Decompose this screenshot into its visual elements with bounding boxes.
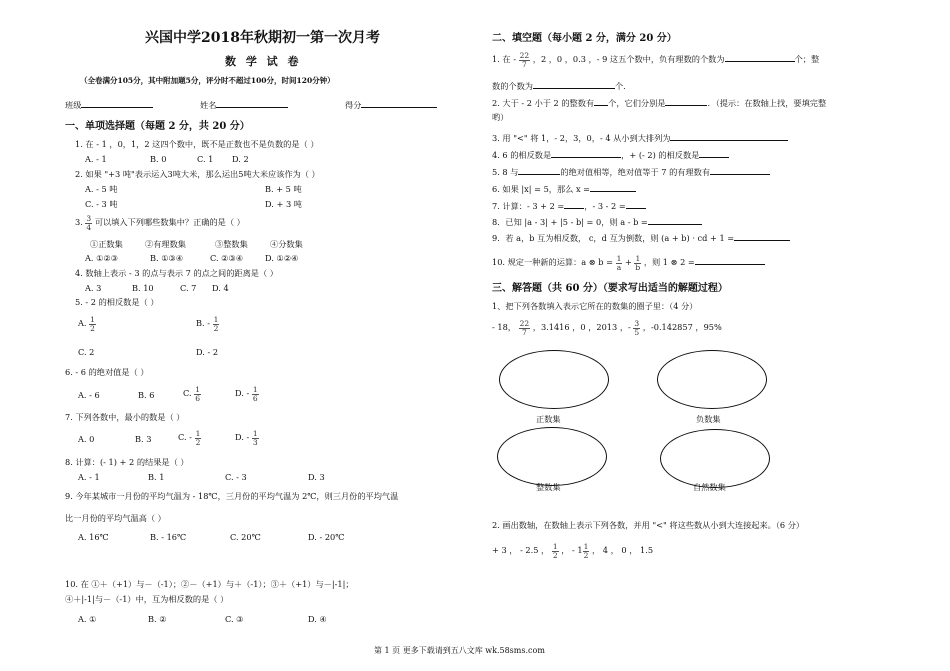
- s2-q2: 2. 大于 - 2 小于 2 的整数有 个，它们分别是 ．（提示：在数轴上找，要填完整: [492, 98, 827, 108]
- s2-q2-cont: 哟）: [492, 112, 509, 122]
- s1-q3-opt-b[interactable]: B. ①③④: [150, 253, 184, 263]
- s1-q1-opt-b[interactable]: B. 0: [150, 154, 167, 164]
- s1-q7-opt-b[interactable]: B. 3: [135, 434, 152, 444]
- s1-q4-opt-d[interactable]: D. 4: [212, 283, 229, 293]
- s1-q3-set-3: ③整数集: [215, 239, 248, 249]
- s3-q2: 2. 画出数轴，在数轴上表示下列各数，并用 "<" 将这些数从小到大连接起来。（6 分）: [492, 520, 805, 530]
- s2-q3: 3. 用 "<" 将 1，- 2，3，0，- 4 从小到大排列为: [492, 131, 788, 144]
- s1-q6-opt-b[interactable]: B. 6: [138, 390, 155, 400]
- s1-q2: 2. 如果 "+3 吨"表示运入3吨大米，那么运出5吨大米应该作为（ ）: [75, 169, 320, 179]
- s1-q10-cont: ④＋|-1|与－（-1）中，互为相反数的是（ ）: [65, 594, 229, 604]
- fraction-1-a: $\frac{1}{a}$: [616, 254, 622, 272]
- section3-heading: 三、解答题（共 60 分）（要求写出适当的解题过程）: [492, 283, 728, 294]
- integer-set-circle[interactable]: [497, 427, 607, 486]
- s2-q6-blank[interactable]: [590, 182, 636, 192]
- s1-q7-opt-c[interactable]: C. - $\frac{1}{2}$: [178, 429, 201, 447]
- s1-q4-opt-c[interactable]: C. 7: [180, 283, 197, 293]
- s1-q2-opt-c[interactable]: C. - 3 吨: [85, 199, 118, 209]
- fraction-1-2: $\frac{1}{2}$: [195, 429, 201, 447]
- s1-q2-opt-a[interactable]: A. - 5 吨: [85, 184, 118, 194]
- s1-q6-opt-d[interactable]: D. - $\frac{1}{6}$: [235, 385, 258, 403]
- s2-q7-blank-2[interactable]: [626, 199, 646, 209]
- s1-q2-opt-d[interactable]: D. + 3 吨: [265, 199, 302, 209]
- s1-q3-set-2: ②有理数集: [145, 239, 186, 249]
- s1-q7-opt-d[interactable]: D. - $\frac{1}{3}$: [235, 429, 258, 447]
- s1-q9-opt-c[interactable]: C. 20℃: [230, 532, 261, 542]
- score-label: 得分: [345, 100, 362, 110]
- s1-q8-opt-c[interactable]: C. - 3: [225, 472, 247, 482]
- s1-q3: 3. $\frac{3}{4}$ 可以填入下列哪些数集中？正确的是（ ）: [75, 214, 245, 232]
- negative-set-label: 负数集: [696, 414, 721, 424]
- s2-q1-blank-1[interactable]: [725, 52, 795, 62]
- negative-set-circle[interactable]: [657, 350, 767, 409]
- exam-note: （全卷满分105分，其中附加题5分，评分时不超过100分，时间120分钟）: [80, 76, 335, 85]
- s3-q1-numbers: - 18， $\frac{22}{7}$ ，3.1416 ，0 ，2013 ，- $\frac{3}{5}$ ，-0.142857 ，95%: [492, 319, 722, 337]
- fraction-1-2: $\frac{1}{2}$: [90, 315, 95, 333]
- fraction-3-5: $\frac{3}{5}$: [634, 319, 640, 337]
- exam-title: 兴国中学2018年秋期初一第一次月考: [145, 30, 380, 46]
- name-label: 姓名: [200, 100, 217, 110]
- s1-q8: 8. 计算：(- 1) + 2 的结果是（ ）: [65, 457, 189, 467]
- fraction-1-6: $\frac{1}{6}$: [252, 385, 258, 403]
- s1-q9-cont: 比一月份的平均气温高（ ）: [65, 513, 166, 523]
- name-blank[interactable]: [216, 98, 288, 108]
- fraction-1-2: $\frac{1}{2}$: [583, 542, 589, 560]
- s1-q1-opt-c[interactable]: C. 1: [197, 154, 214, 164]
- s1-q3-opt-c[interactable]: C. ②③④: [210, 253, 244, 263]
- natural-set-circle[interactable]: [660, 429, 770, 488]
- section1-heading: 一、单项选择题（每题 2 分，共 20 分）: [65, 121, 250, 132]
- s2-q7-blank-1[interactable]: [564, 199, 584, 209]
- s3-q1: 1、把下列各数填入表示它所在的数集的圈子里：（4 分）: [492, 301, 698, 311]
- s1-q1-opt-d[interactable]: D. 2: [232, 154, 249, 164]
- s1-q9-opt-d[interactable]: D. - 20℃: [308, 532, 345, 542]
- positive-set-label: 正数集: [536, 414, 561, 424]
- s1-q9-opt-a[interactable]: A. 16℃: [78, 532, 109, 542]
- s1-q1: 1. 在 - 1 ，0，1，2 这四个数中，既不是正数也不是负数的是（ ）: [75, 139, 319, 149]
- s2-q1-cont: 数的个数为 个.: [492, 81, 626, 91]
- s1-q3-set-1: ①正数集: [90, 239, 123, 249]
- s1-q7: 7. 下列各数中，最小的数是（ ）: [65, 412, 185, 422]
- s1-q10-opt-b[interactable]: B. ②: [148, 614, 167, 624]
- fraction-1-3: $\frac{1}{3}$: [252, 429, 258, 447]
- s2-q3-blank[interactable]: [670, 131, 788, 141]
- s2-q4-blank-2[interactable]: [699, 148, 729, 158]
- fraction-22-7: $\frac{22}{7}$: [519, 319, 530, 337]
- s2-q5-blank-2[interactable]: [710, 165, 770, 175]
- s1-q2-opt-b[interactable]: B. + 5 吨: [265, 184, 302, 194]
- s2-q5: 5. 8 与 的绝对值相等，绝对值等于 7 的有理数有: [492, 165, 770, 178]
- s1-q4: 4. 数轴上表示 - 3 的点与表示 7 的点之间的距离是（ ）: [75, 268, 278, 278]
- s1-q8-opt-a[interactable]: A. - 1: [78, 472, 100, 482]
- s1-q6-opt-a[interactable]: A. - 6: [78, 390, 100, 400]
- s1-q9: 9. 今年某城市一月份的平均气温为 - 18℃，三月份的平均气温为 2℃，则三月份的平均气温: [65, 491, 399, 501]
- s1-q4-opt-a[interactable]: A. 3: [85, 283, 102, 293]
- fraction-1-2: $\frac{1}{2}$: [213, 315, 219, 333]
- fraction-1-6: $\frac{1}{6}$: [195, 385, 200, 403]
- s1-q1-opt-a[interactable]: A. - 1: [85, 154, 107, 164]
- page-footer: 第 1 页 更多下载请到五八文库 wk.58sms.com: [374, 646, 545, 655]
- s2-q7: 7. 计算：- 3 + 2 = ，- 3 - 2 =: [492, 199, 646, 212]
- fraction-1-b: $\frac{1}{b}$: [635, 254, 641, 272]
- s1-q5-opt-a[interactable]: A. $\frac{1}{2}$: [78, 315, 95, 333]
- s1-q5-opt-b[interactable]: B. - $\frac{1}{2}$: [196, 315, 219, 333]
- positive-set-circle[interactable]: [499, 350, 609, 409]
- score-field: [345, 98, 437, 111]
- s1-q4-opt-b[interactable]: B. 10: [132, 283, 154, 293]
- s2-q8-blank[interactable]: [648, 215, 702, 225]
- s3-q2-numbers: + 3 ， - 2.5 ， $\frac{1}{2}$ ， - 1 $\frac{1}{2}$ ， 4 ， 0 ， 1.5: [492, 542, 654, 560]
- s1-q3-opt-a[interactable]: A. ①②③: [85, 253, 119, 263]
- s2-q10-blank[interactable]: [695, 255, 765, 265]
- s2-q8: 8．已知 |a - 3| + |5 - b| = 0，则 a - b =: [492, 215, 702, 228]
- s1-q5: 5. - 2 的相反数是（ ）: [75, 297, 159, 307]
- s2-q10: 10. 规定一种新的运算：a ⊗ b = $\frac{1}{a}$ + $\frac{1}{b}$ ，则 1 ⊗ 2 =: [492, 255, 765, 271]
- class-label: 班级: [65, 100, 82, 110]
- s1-q3-opt-d[interactable]: D. ①②④: [265, 253, 299, 263]
- s1-q5-opt-c[interactable]: C. 2: [78, 347, 95, 357]
- s2-q9: 9．若 a，b 互为相反数， c，d 互为倒数，则 (a + b) · cd + 1 =: [492, 231, 790, 244]
- s1-q3-set-4: ④分数集: [270, 239, 303, 249]
- fraction-22-7: $\frac{22}{7}$: [519, 51, 530, 69]
- s2-q4-blank-1[interactable]: [551, 148, 621, 158]
- s1-q10-opt-c[interactable]: C. ③: [225, 614, 244, 624]
- s1-q9-opt-b[interactable]: B. - 16℃: [150, 532, 187, 542]
- s1-q6-opt-c[interactable]: C. $\frac{1}{6}$: [183, 385, 200, 403]
- s1-q8-opt-b[interactable]: B. 1: [148, 472, 165, 482]
- exam-subtitle: 数 学 试 卷: [225, 55, 302, 68]
- natural-set-label: 自然数集: [693, 482, 726, 492]
- integer-set-label: 整数集: [536, 482, 561, 492]
- s1-q10: 10. 在 ①＋（+1）与－（-1）；②－（+1）与＋（-1）；③＋（+1）与－|-1|；: [65, 579, 354, 589]
- s1-q6: 6. - 6 的绝对值是（ ）: [65, 367, 149, 377]
- class-blank[interactable]: [81, 98, 153, 108]
- s1-q10-opt-d[interactable]: D. ④: [308, 614, 327, 624]
- s1-q10-opt-a[interactable]: A. ①: [78, 614, 97, 624]
- score-blank[interactable]: [361, 98, 437, 108]
- s2-q2-blank-2[interactable]: [665, 96, 707, 106]
- s2-q2-blank-1[interactable]: [594, 96, 608, 106]
- class-field: [65, 98, 153, 111]
- s2-q1: 1. 在 - $\frac{22}{7}$ ，2 ，0 ，0.3 ，- 9 这五个数中，负有理数的个数为 个；整: [492, 51, 820, 69]
- name-field: [200, 98, 288, 111]
- s2-q5-blank-1[interactable]: [518, 165, 560, 175]
- s1-q5-opt-d[interactable]: D. - 2: [196, 347, 219, 357]
- s2-q9-blank[interactable]: [734, 231, 790, 241]
- s2-q6: 6. 如果 |x| = 5，那么 x =: [492, 182, 636, 195]
- fraction-3-4: $\frac{3}{4}$: [86, 214, 92, 232]
- section2-heading: 二、填空题（每小题 2 分，满分 20 分）: [492, 33, 677, 44]
- fraction-1-2: $\frac{1}{2}$: [552, 542, 558, 560]
- s1-q8-opt-d[interactable]: D. 3: [308, 472, 325, 482]
- s2-q1-blank-2[interactable]: [533, 79, 615, 89]
- s2-q4: 4. 6 的相反数是 ，+ (- 2) 的相反数是: [492, 148, 729, 161]
- s1-q7-opt-a[interactable]: A. 0: [78, 434, 95, 444]
